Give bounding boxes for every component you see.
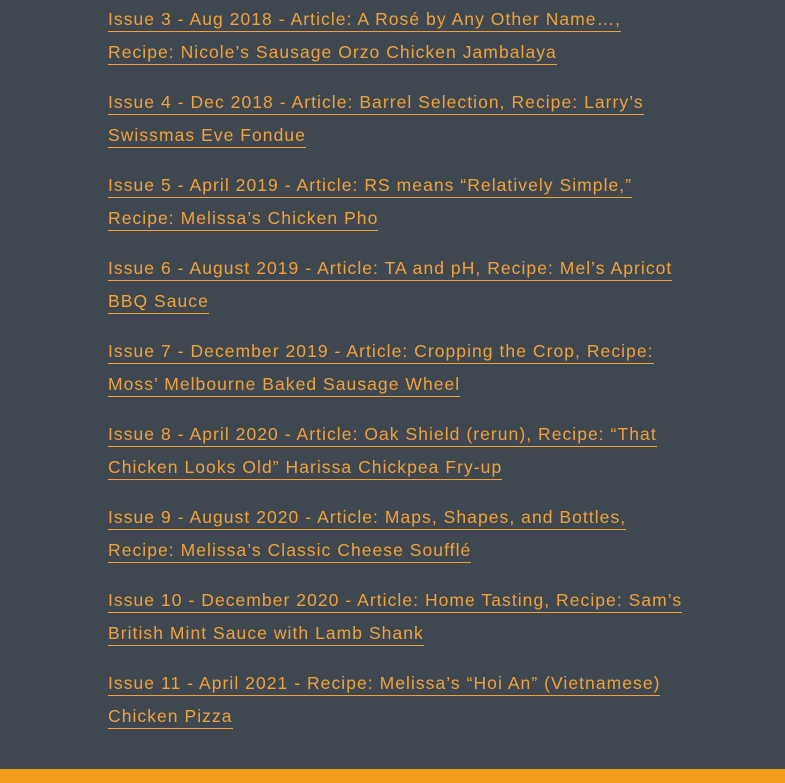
issue-item-9: [108, 501, 688, 566]
issue-link-8[interactable]: Issue 8 - April 2020 - Article: Oak Shield (rerun), Recipe: “That Chicken Looks Old” Harissa Chickpea Fry-up: [108, 424, 657, 480]
issue-link-3[interactable]: Issue 3 - Aug 2018 - Article: A Rosé by Any Other Name…, Recipe: Nicole’s Sausage Orzo Chicken Jambalaya: [108, 9, 621, 65]
issue-link-4[interactable]: Issue 4 - Dec 2018 - Article: Barrel Selection, Recipe: Larry’s Swissmas Eve Fondue: [108, 92, 644, 148]
issue-item-6: [108, 252, 688, 317]
issue-item-5: [108, 169, 688, 234]
issue-item-11: [108, 667, 688, 732]
issue-link-6[interactable]: Issue 6 - August 2019 - Article: TA and pH, Recipe: Mel’s Apricot BBQ Sauce: [108, 258, 672, 314]
newsletter-issue-list: [108, 3, 688, 750]
issue-item-3: [108, 3, 688, 68]
issue-link-9[interactable]: Issue 9 - August 2020 - Article: Maps, Shapes, and Bottles, Recipe: Melissa’s Classic Cheese Soufflé: [108, 507, 626, 563]
issue-link-10[interactable]: Issue 10 - December 2020 - Article: Home Tasting, Recipe: Sam’s British Mint Sauce with Lamb Shank: [108, 590, 682, 646]
issue-item-10: [108, 584, 688, 649]
issue-item-4: [108, 86, 688, 151]
issue-item-8: [108, 418, 688, 483]
issue-link-7[interactable]: Issue 7 - December 2019 - Article: Cropping the Crop, Recipe: Moss’ Melbourne Baked Sausage Wheel: [108, 341, 654, 397]
issue-item-7: [108, 335, 688, 400]
issue-link-11[interactable]: Issue 11 - April 2021 - Recipe: Melissa’s “Hoi An” (Vietnamese) Chicken Pizza: [108, 673, 660, 729]
footer-accent-bar: [0, 769, 785, 783]
issue-link-5[interactable]: Issue 5 - April 2019 - Article: RS means “Relatively Simple,” Recipe: Melissa’s Chicken Pho: [108, 175, 632, 231]
